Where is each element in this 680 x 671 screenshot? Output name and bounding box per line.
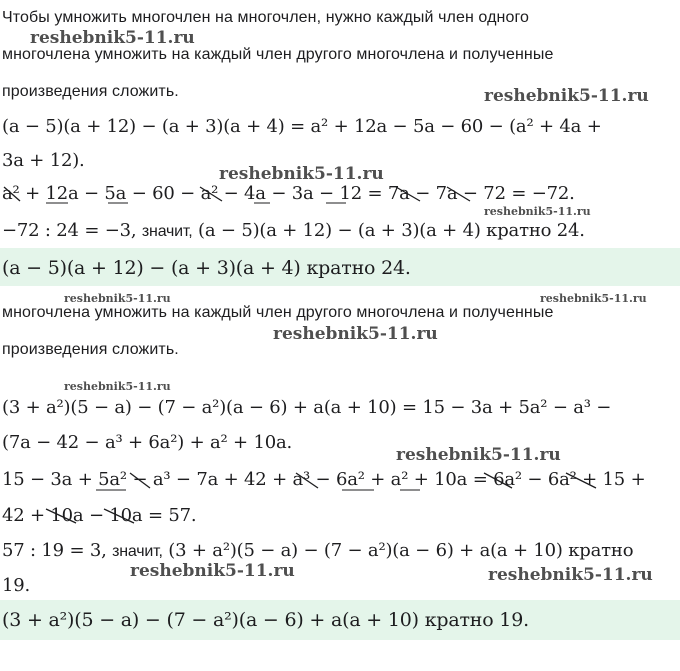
means-word: значит, <box>141 223 193 240</box>
watermark: reshebnik5-11.ru <box>484 86 649 106</box>
expression-line-2: 3a + 12). <box>2 150 85 171</box>
intro-line-2: многочлена умножить на каждый член другого многочлена и полученные <box>2 46 554 63</box>
answer-2: (3 + a²)(5 − a) − (7 − a²)(a − 6) + a(a + 10) кратно 19. <box>2 609 529 631</box>
simplification-line-1-b: 15 − 3a + 5a² − a³ − 7a + 42 + a³ − 6a² + a² + 10a = 6a² − 6a² + 15 + <box>2 469 646 490</box>
watermark: reshebnik5-11.ru <box>396 445 561 465</box>
division-conclusion: (a − 5)(a + 12) − (a + 3)(a + 4) кратно 24. <box>198 220 585 241</box>
intro-line-2-b: многочлена умножить на каждый член другого многочлена и полученные <box>2 304 554 321</box>
division-line-b <box>2 540 633 561</box>
watermark: reshebnik5-11.ru <box>219 164 384 184</box>
watermark: reshebnik5-11.ru <box>484 205 591 218</box>
means-word-b: значит, <box>112 543 163 560</box>
simplification-line: a² + 12a − 5a − 60 − a² − 4a − 3a − 12 = 7a − 7a − 72 = −72. <box>2 183 575 204</box>
watermark: reshebnik5-11.ru <box>64 292 171 305</box>
intro-line-1: Чтобы умножить многочлен на многочлен, нужно каждый член одного <box>2 9 530 26</box>
expression-line-1-b: (3 + a²)(5 − a) − (7 − a²)(a − 6) + a(a + 10) = 15 − 3a + 5a² − a³ − <box>2 397 612 418</box>
division-value: −72 : 24 = −3, <box>2 220 137 241</box>
expression-line-1: (a − 5)(a + 12) − (a + 3)(a + 4) = a² + 12a − 5a − 60 − (a² + 4a + <box>2 116 602 137</box>
division-line <box>2 220 585 241</box>
intro-line-3: произведения сложить. <box>2 83 179 100</box>
watermark: reshebnik5-11.ru <box>540 292 647 305</box>
watermark: reshebnik5-11.ru <box>273 324 438 344</box>
expression-line-2-b: (7a − 42 − a³ + 6a²) + a² + 10a. <box>2 432 293 453</box>
division-line-b-end: 19. <box>2 575 31 596</box>
simplification-line-2-b: 42 + 10a − 10a = 57. <box>2 505 197 526</box>
answer-1: (a − 5)(a + 12) − (a + 3)(a + 4) кратно 24. <box>2 257 411 279</box>
watermark: reshebnik5-11.ru <box>30 28 195 48</box>
watermark: reshebnik5-11.ru <box>130 561 295 581</box>
intro-line-3-b: произведения сложить. <box>2 341 179 358</box>
watermark: reshebnik5-11.ru <box>64 380 171 393</box>
watermark: reshebnik5-11.ru <box>488 565 653 585</box>
division-conclusion-b: (3 + a²)(5 − a) − (7 − a²)(a − 6) + a(a + 10) кратно <box>168 540 634 561</box>
division-value-b: 57 : 19 = 3, <box>2 540 107 561</box>
